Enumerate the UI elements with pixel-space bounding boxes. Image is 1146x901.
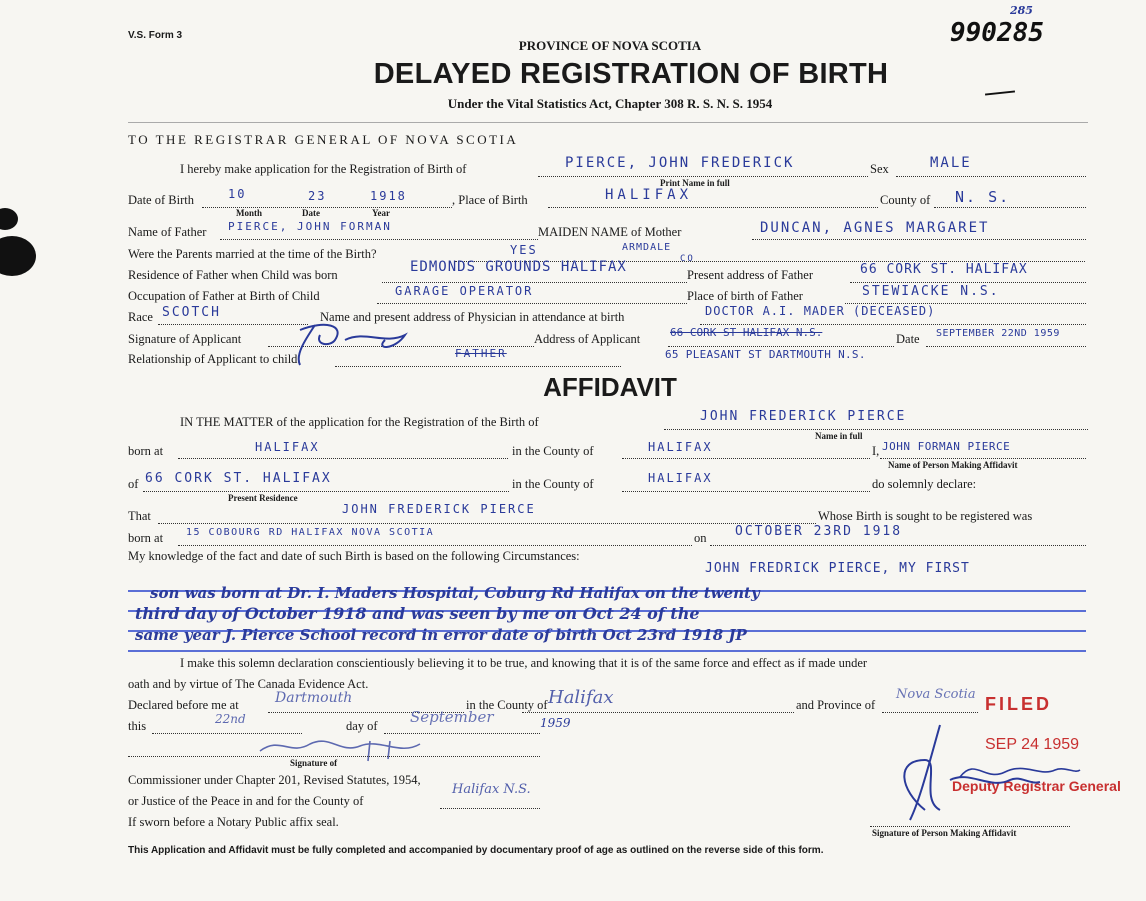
race-value: SCOTCH (162, 305, 221, 320)
stamp-date: SEP 24 1959 (985, 736, 1080, 753)
physician-value: DOCTOR A.I. MADER (DECEASED) (705, 304, 936, 318)
applicant-signature (285, 315, 435, 370)
dob-day: 23 (308, 189, 327, 203)
child-name-line (538, 176, 868, 177)
place-label: , Place of Birth (452, 193, 528, 207)
of-label: of (128, 477, 139, 491)
mother-label: MAIDEN NAME of Mother (538, 225, 682, 239)
date-value: SEPTEMBER 22ND 1959 (936, 328, 1060, 339)
dob-label: Date of Birth (128, 193, 194, 207)
that-label: That (128, 509, 151, 523)
married-label: Were the Parents married at the time of the Birth? (128, 247, 377, 261)
day-of-label: day of (346, 719, 378, 733)
in-county-line (622, 458, 870, 459)
dob-year: 1918 (370, 189, 407, 203)
born-at2-line (178, 545, 692, 546)
print-name-caption: Print Name in full (660, 178, 730, 188)
form-id: V.S. Form 3 (128, 30, 183, 41)
applicant-address-label: Address of Applicant (534, 332, 641, 346)
province-heading: PROVINCE OF NOVA SCOTIA (518, 38, 702, 53)
declare-text: do solemnly declare: (872, 477, 977, 491)
sex-label: Sex (870, 162, 889, 176)
occupation-value: GARAGE OPERATOR (395, 284, 534, 298)
matter-line (664, 429, 1088, 430)
married-value: YES (510, 243, 538, 257)
applicant-address-line (668, 346, 894, 347)
notary-text: If sworn before a Notary Public affix seal. (128, 815, 339, 829)
mother-line (752, 239, 1086, 240)
matter-name: JOHN FREDERICK PIERCE (700, 409, 907, 424)
present-res-caption: Present Residence (228, 493, 298, 503)
this-day: 22nd (215, 712, 246, 726)
relationship-label: Relationship of Applicant to child (128, 352, 298, 366)
circumstance-3: third day of October 1918 and was seen by me on Oct 24 of the (135, 604, 700, 623)
residence-aff-value: 66 CORK ST. HALIFAX (145, 471, 332, 486)
date-line (926, 346, 1086, 347)
affiant-caption: Name of Person Making Affidavit (888, 460, 1018, 470)
mother-value: DUNCAN, AGNES MARGARET (760, 220, 990, 236)
in-county2-label: in the County of (512, 477, 594, 491)
justice-county: Halifax N.S. (452, 782, 531, 797)
physician-line (700, 324, 1086, 325)
form-title: DELAYED REGISTRATION OF BIRTH (373, 58, 889, 90)
province-decl-value: Nova Scotia (896, 687, 976, 702)
declared-at: Dartmouth (275, 690, 353, 706)
intro-text: I hereby make application for the Registration of Birth of (180, 162, 467, 176)
circumstance-4: same year J. Pierce School record in error date of birth Oct 23rd 1918 JP (135, 626, 747, 644)
present-address-value: 66 CORK ST. HALIFAX (860, 262, 1028, 277)
born-at2-value: 15 COBOURG RD HALIFAX NOVA SCOTIA (186, 527, 435, 538)
i-label: I, (872, 444, 880, 458)
co-note: CO (680, 254, 695, 264)
place-value: HALIFAX (605, 187, 693, 203)
declared-label: Declared before me at (128, 698, 239, 712)
in-county-label: in the County of (512, 444, 594, 458)
commissioner-text: Commissioner under Chapter 201, Revised Statutes, 1954, (128, 773, 421, 787)
father-birthplace-label: Place of birth of Father (687, 289, 803, 303)
county-label: County of (880, 193, 931, 207)
commissioner-signature (250, 726, 470, 766)
registrar-line: TO THE REGISTRAR GENERAL OF NOVA SCOTIA (128, 132, 519, 147)
residence-value: EDMONDS GROUNDS HALIFAX (410, 259, 627, 275)
born-at-label: born at (128, 444, 164, 458)
sig-person-caption: Signature of Person Making Affidavit (872, 828, 1017, 838)
header-divider (128, 122, 1088, 123)
residence-aff-line (143, 491, 509, 492)
in-county2-value: HALIFAX (648, 471, 713, 485)
armdale-note: ARMDALE (622, 242, 672, 253)
county-decl-value: Halifax (548, 687, 614, 708)
sex-line (896, 176, 1086, 177)
born-at-line (178, 458, 508, 459)
applicant-address-struck: 66 CORK ST HALIFAX N.S. (670, 326, 823, 339)
relationship-line (335, 366, 621, 367)
knowledge-text: My knowledge of the fact and date of such Birth is based on the following Circumstances: (128, 549, 580, 563)
that-line (158, 523, 816, 524)
date-caption: Date (302, 208, 320, 218)
county-decl-label: in the County of (466, 698, 548, 712)
father-value: PIERCE, JOHN FORMAN (228, 220, 392, 233)
born-on-value: OCTOBER 23RD 1918 (735, 524, 903, 539)
punch-hole-top (0, 208, 18, 230)
form-subtitle: Under the Vital Statistics Act, Chapter 308 R. S. N. S. 1954 (447, 96, 773, 111)
province-decl-label: and Province of (796, 698, 876, 712)
on-label: on (694, 531, 707, 545)
circumstance-2: son was born at Dr. I. Maders Hospital, Coburg Rd Halifax on the twenty (150, 584, 760, 602)
circ-line-4 (128, 650, 1086, 652)
residence-label: Residence of Father when Child was born (128, 268, 338, 282)
physician-label: Name and present address of Physician in attendance at birth (320, 310, 625, 324)
dob-month: 10 (228, 187, 247, 201)
justice-label: or Justice of the Peace in and for the County of (128, 794, 364, 808)
affiant-signature (880, 720, 1060, 830)
sex-value: MALE (930, 155, 972, 171)
justice-line (440, 808, 540, 809)
father-label: Name of Father (128, 225, 207, 239)
date-label: Date (896, 332, 920, 346)
county-decl-line (522, 712, 794, 713)
father-birthplace-value: STEWIACKE N.S. (862, 284, 1000, 299)
affiant-line (880, 458, 1086, 459)
year-caption: Year (372, 208, 390, 218)
applicant-address-new: 65 PLEASANT ST DARTMOUTH N.S. (665, 348, 866, 361)
residence-line (382, 282, 687, 283)
month-value: September (410, 708, 494, 726)
relationship-value: FATHER (455, 347, 507, 360)
matter-label: IN THE MATTER of the application for the Registration of the Birth of (180, 415, 539, 429)
year-value: 1959 (540, 716, 571, 730)
born-at-value: HALIFAX (255, 440, 320, 454)
file-number-alt: 285 (1010, 4, 1033, 17)
on-line (710, 545, 1086, 546)
solemn-line-1: I make this solemn declaration conscientiously believing it to be true, and knowing that it is of the same force and effect as if made under (180, 656, 868, 670)
father-line (220, 239, 538, 240)
county-value: N. S. (955, 188, 1011, 206)
filed-stamp: FILED (985, 694, 1052, 714)
dash-mark (985, 90, 1015, 95)
file-number: 990285 (950, 18, 1044, 48)
present-address-label: Present address of Father (687, 268, 814, 282)
county-line (934, 207, 1086, 208)
province-decl-line (882, 712, 978, 713)
affidavit-heading: AFFIDAVIT (543, 372, 677, 402)
deputy-registrar: Deputy Registrar General (952, 778, 1121, 794)
present-address-line (850, 282, 1086, 283)
solemn-line-2: oath and by virtue of The Canada Evidence Act. (128, 677, 369, 691)
occupation-label: Occupation of Father at Birth of Child (128, 289, 320, 303)
signature-caption: Signature of (290, 758, 338, 768)
occupation-line (377, 303, 687, 304)
name-full-caption: Name in full (815, 431, 863, 441)
race-label: Race (128, 310, 153, 324)
whose-birth-text: Whose Birth is sought to be registered was (818, 509, 1033, 523)
signature-label: Signature of Applicant (128, 332, 242, 346)
that-name: JOHN FREDERICK PIERCE (342, 502, 536, 516)
place-line (548, 207, 878, 208)
affiant-sig-line (870, 826, 1070, 827)
commissioner-sig-line (128, 756, 540, 757)
this-label: this (128, 719, 147, 733)
circumstance-1: JOHN FREDRICK PIERCE, MY FIRST (705, 561, 970, 576)
month-caption: Month (236, 208, 263, 218)
footer-note: This Application and Affidavit must be fully completed and accompanied by documentary proof of age as outlined on the reverse side of this form. (128, 845, 824, 856)
in-county2-line (622, 491, 870, 492)
in-county-value: HALIFAX (648, 440, 713, 454)
born-at2-label: born at (128, 531, 164, 545)
child-name: PIERCE, JOHN FREDERICK (565, 155, 795, 171)
affiant-value: JOHN FORMAN PIERCE (882, 440, 1011, 453)
punch-hole-bottom (0, 236, 36, 276)
